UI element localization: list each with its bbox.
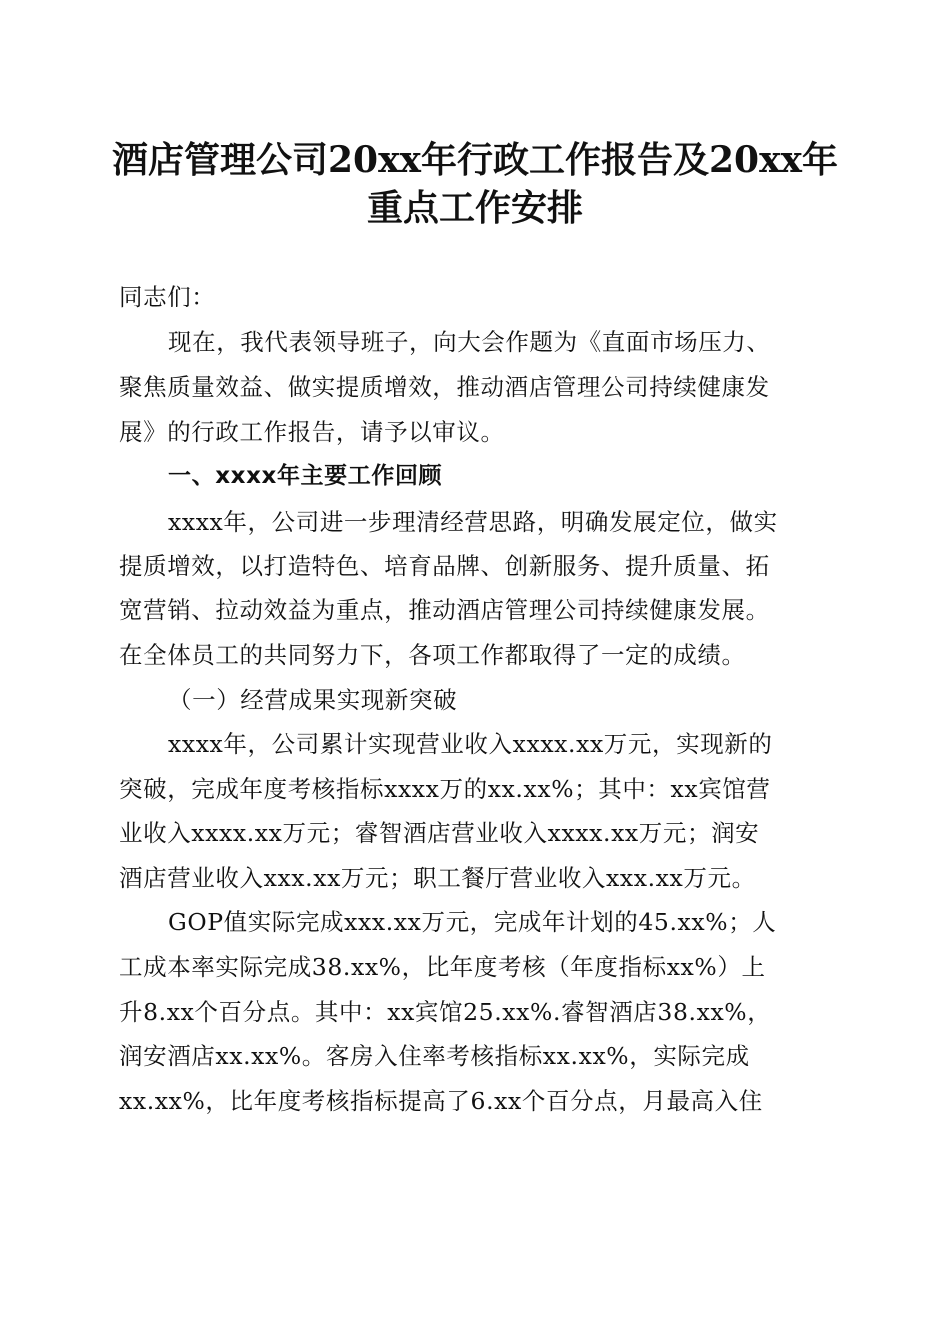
section1-paragraph-line-2: 提质增效，以打造特色、培育品牌、创新服务、提升质量、拓 <box>119 552 770 580</box>
gop-paragraph-line-2: 工成本率实际完成38.xx%，比年度考核（年度指标xx%）上 <box>119 953 766 981</box>
gop-paragraph-line-1: GOP值实际完成xxx.xx万元，完成年计划的45.xx%；人 <box>168 908 777 936</box>
section1-paragraph-line-4: 在全体员工的共同努力下，各项工作都取得了一定的成绩。 <box>119 641 746 669</box>
section1-paragraph-line-1: xxxx年，公司进一步理清经营思路，明确发展定位，做实 <box>168 508 778 536</box>
revenue-paragraph-line-3: 业收入xxxx.xx万元；睿智酒店营业收入xxxx.xx万元；润安 <box>119 819 760 847</box>
salutation: 同志们： <box>119 283 216 311</box>
section-heading-1: 一、xxxx年主要工作回顾 <box>168 463 443 489</box>
intro-line-2: 聚焦质量效益、做实提质增效，推动酒店管理公司持续健康发 <box>119 373 770 401</box>
document-title-line-2: 重点工作安排 <box>366 187 583 229</box>
revenue-paragraph-line-1: xxxx年，公司累计实现营业收入xxxx.xx万元，实现新的 <box>168 730 773 758</box>
section1-paragraph-line-3: 宽营销、拉动效益为重点，推动酒店管理公司持续健康发展。 <box>119 596 770 624</box>
intro-line-1: 现在，我代表领导班子，向大会作题为《直面市场压力、 <box>168 328 771 356</box>
revenue-paragraph-line-4: 酒店营业收入xxx.xx万元；职工餐厅营业收入xxx.xx万元。 <box>119 864 756 892</box>
intro-line-3: 展》的行政工作报告，请予以审议。 <box>119 418 505 446</box>
gop-paragraph-line-3: 升8.xx个百分点。其中：xx宾馆25.xx%.睿智酒店38.xx%， <box>119 998 772 1026</box>
revenue-paragraph-line-2: 突破，完成年度考核指标xxxx万的xx.xx%；其中：xx宾馆营 <box>119 775 771 803</box>
gop-paragraph-line-5: xx.xx%，比年度考核指标提高了6.xx个百分点，月最高入住 <box>119 1087 763 1115</box>
gop-paragraph-line-4: 润安酒店xx.xx%。客房入住率考核指标xx.xx%，实际完成 <box>119 1042 750 1070</box>
document-title-line-1: 酒店管理公司20xx年行政工作报告及20xx年 <box>111 139 839 181</box>
subsection-heading-1: （一）经营成果实现新突破 <box>168 686 458 714</box>
